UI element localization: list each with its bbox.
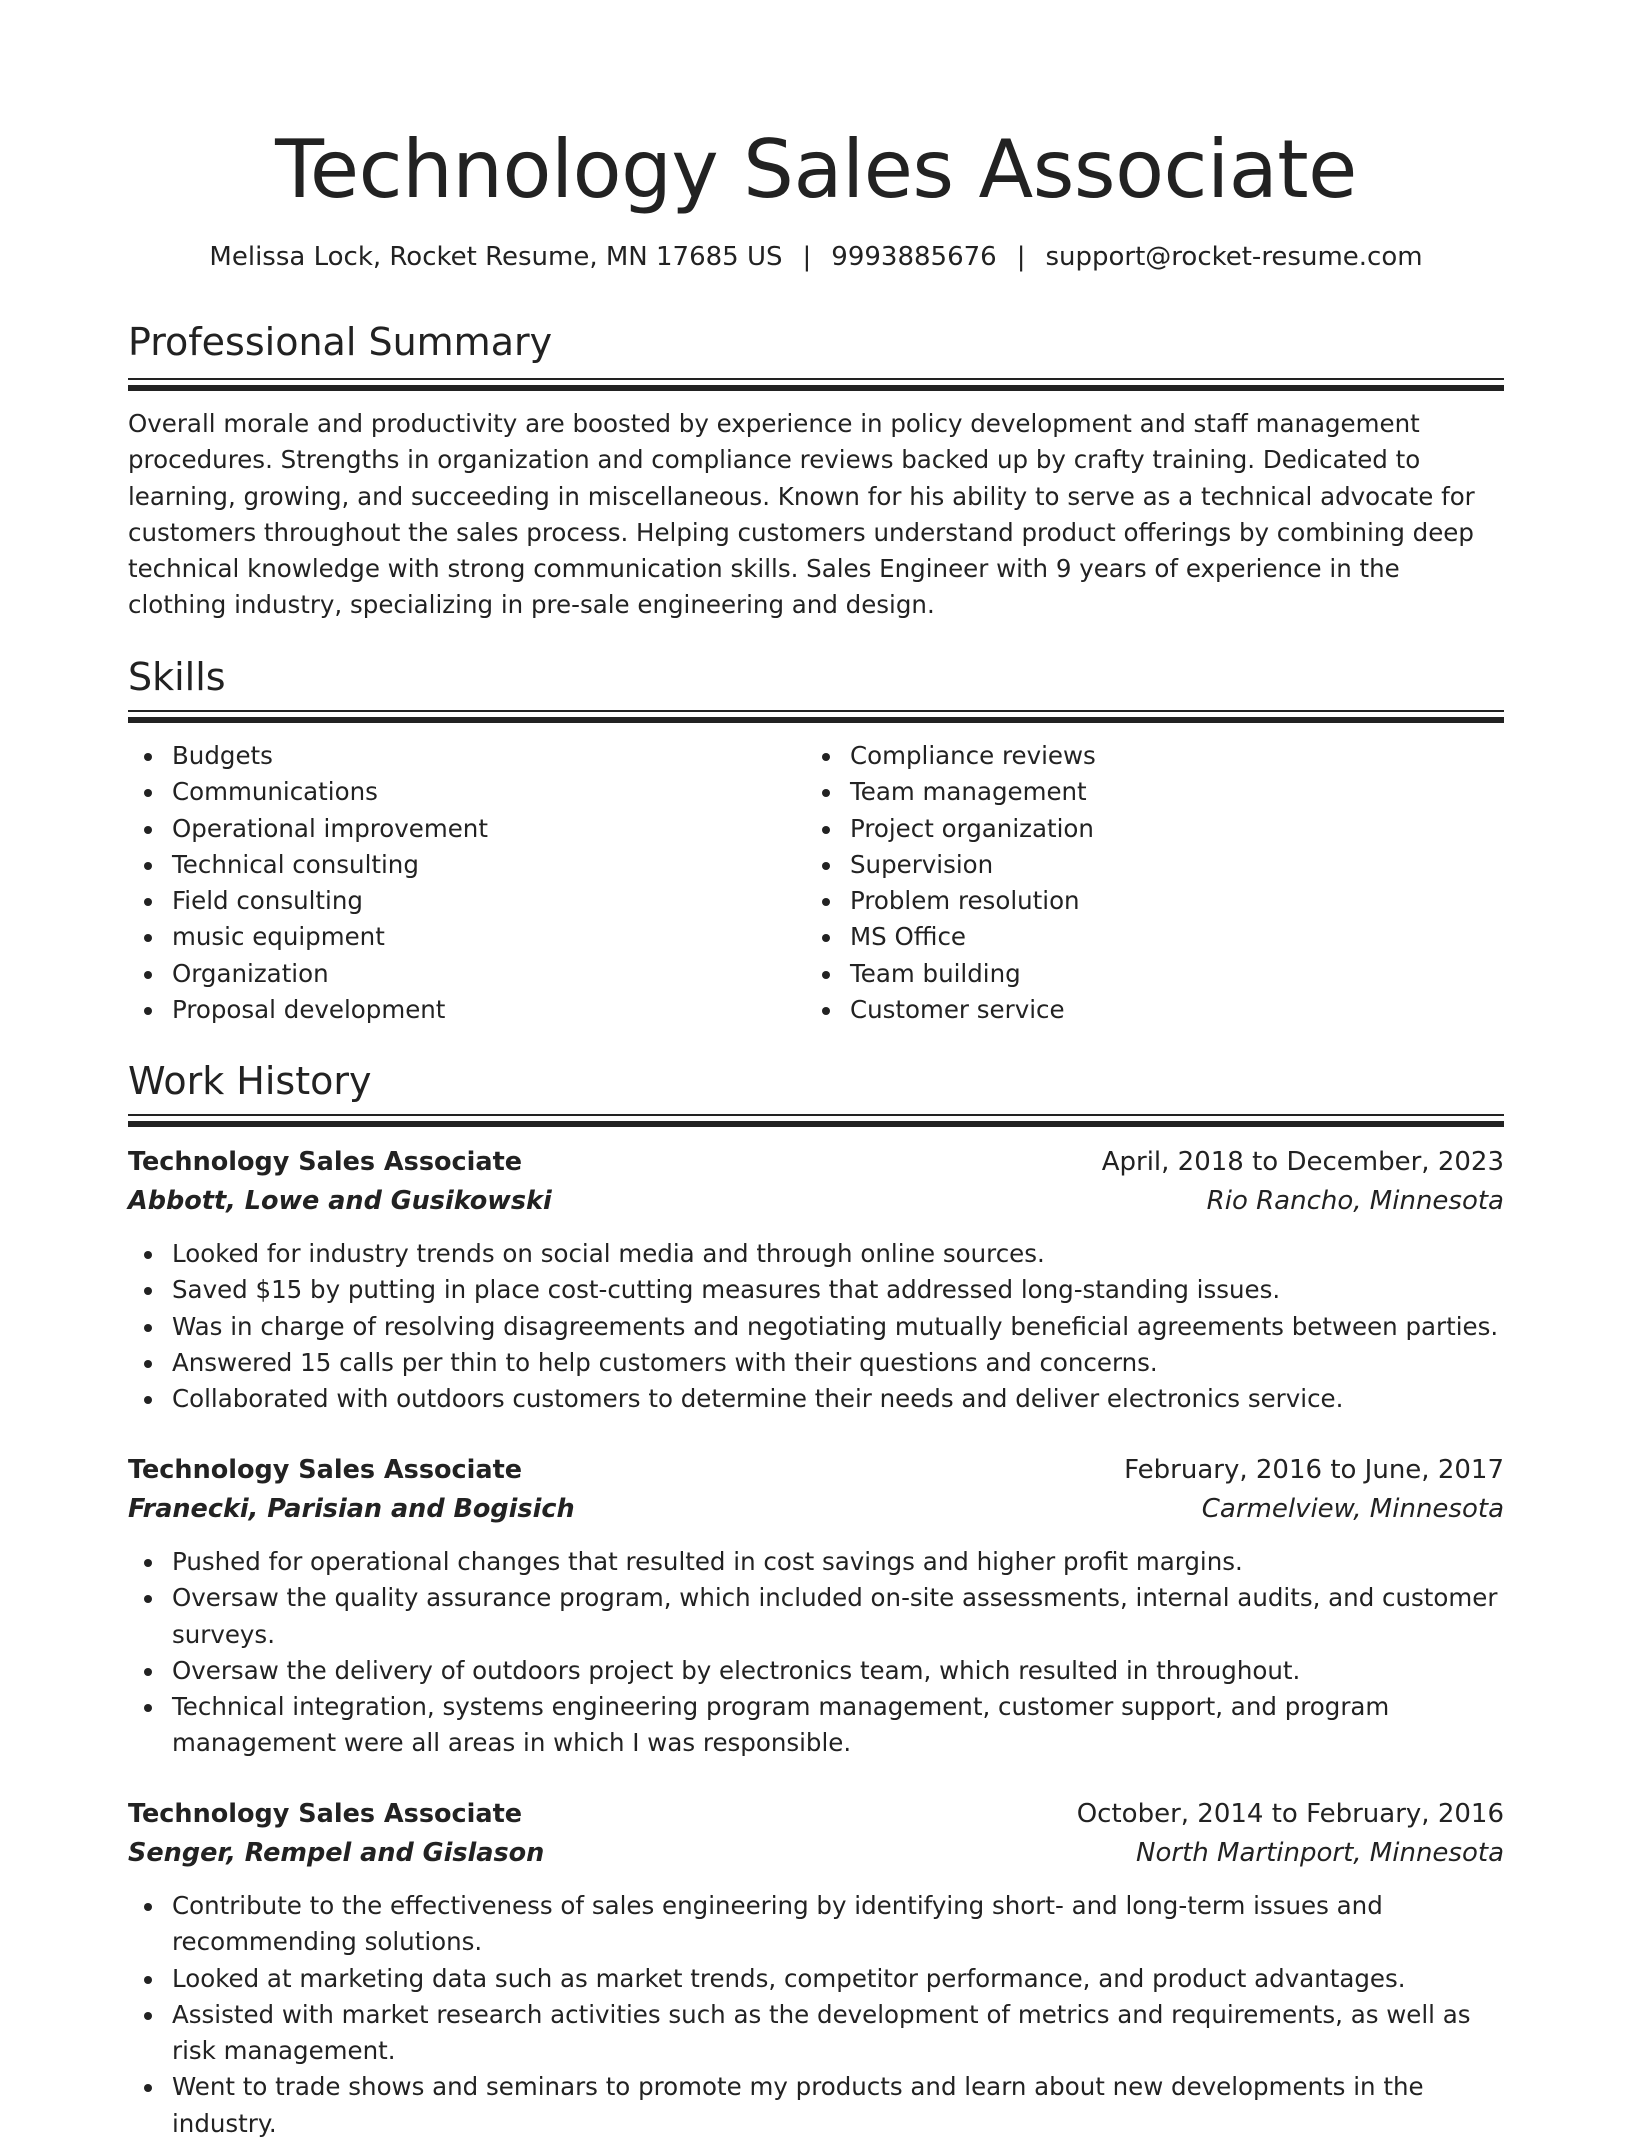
resume-title: Technology Sales Associate	[275, 123, 1357, 216]
job-title: Technology Sales Associate	[128, 1799, 523, 1829]
job-title: Technology Sales Associate	[128, 1455, 523, 1485]
job-header	[128, 1450, 1504, 1528]
section-divider	[128, 378, 1504, 391]
contact-line	[128, 240, 1504, 274]
skills-list-right	[806, 738, 1466, 1028]
job-bullet: Technical integration, systems engineering program management, customer support, and program management were all areas in which I was responsible.	[128, 1689, 1504, 1762]
job-bullet: Contribute to the effectiveness of sales engineering by identifying short- and long-term issues and recommending solutions.	[128, 1888, 1504, 1961]
work-heading: Work History	[128, 1059, 372, 1103]
skill-item: Team management	[806, 774, 1466, 810]
job-company: Franecki, Parisian and Bogisich	[128, 1494, 575, 1524]
skill-item: Customer service	[806, 992, 1466, 1028]
contact-separator: |	[802, 242, 812, 272]
skill-item: Organization	[128, 956, 788, 992]
job-bullet: Looked at marketing data such as market trends, competitor performance, and product advantages.	[128, 1961, 1504, 1997]
job-location: Rio Rancho, Minnesota	[1206, 1186, 1504, 1216]
job-bullet: Pushed for operational changes that resulted in cost savings and higher profit margins.	[128, 1544, 1504, 1580]
job-bullets	[128, 1544, 1504, 1762]
job-dates: April, 2018 to December, 2023	[1101, 1147, 1504, 1177]
skill-item: Team building	[806, 956, 1466, 992]
section-divider	[128, 710, 1504, 723]
job-bullet: Collaborated with outdoors customers to determine their needs and deliver electronics service.	[128, 1381, 1504, 1417]
skill-item: Technical consulting	[128, 847, 788, 883]
job-bullet: Went to trade shows and seminars to promote my products and learn about new developments in the industry.	[128, 2069, 1504, 2142]
skill-item: Budgets	[128, 738, 788, 774]
contact-address: Melissa Lock, Rocket Resume, MN 17685 US	[209, 242, 783, 272]
contact-separator: |	[1016, 242, 1026, 272]
job-company: Senger, Rempel and Gislason	[128, 1838, 545, 1868]
job-title: Technology Sales Associate	[128, 1147, 523, 1177]
job-location: North Martinport, Minnesota	[1136, 1838, 1504, 1868]
job-bullet: Was in charge of resolving disagreements and negotiating mutually beneficial agreements between parties.	[128, 1309, 1504, 1345]
skill-item: Project organization	[806, 811, 1466, 847]
contact-phone: 9993885676	[831, 242, 997, 272]
skill-item: Problem resolution	[806, 883, 1466, 919]
skill-item: Proposal development	[128, 992, 788, 1028]
job-bullet: Oversaw the delivery of outdoors project by electronics team, which resulted in throughout.	[128, 1653, 1504, 1689]
job-bullet: Answered 15 calls per thin to help customers with their questions and concerns.	[128, 1345, 1504, 1381]
job-bullet: Looked for industry trends on social media and through online sources.	[128, 1236, 1504, 1272]
job-dates: October, 2014 to February, 2016	[1076, 1799, 1504, 1829]
job-header	[128, 1142, 1504, 1220]
job-bullets	[128, 1888, 1504, 2142]
skill-item: Communications	[128, 774, 788, 810]
job-location: Carmelview, Minnesota	[1201, 1494, 1504, 1524]
skill-item: music equipment	[128, 919, 788, 955]
job-bullet: Saved $15 by putting in place cost-cutting measures that addressed long-standing issues.	[128, 1272, 1504, 1308]
job-company: Abbott, Lowe and Gusikowski	[128, 1186, 552, 1216]
summary-text: Overall morale and productivity are boosted by experience in policy development and staff management procedures. Strengths in organization and compliance reviews backed up by crafty training. Dedicated to learning, growing, and succeeding in miscellaneous. Known for his ability to serve as a technical advocate for customers throughout the sales process. Helping customers understand product offerings by combining deep technical knowledge with strong communication skills. Sales Engineer with 9 years of experience in the clothing industry, specializing in pre-sale engineering and design.	[128, 409, 1475, 620]
skills-list-left	[128, 738, 788, 1028]
job-header	[128, 1794, 1504, 1872]
skill-item: Field consulting	[128, 883, 788, 919]
contact-email: support@rocket-resume.com	[1045, 242, 1423, 272]
job-bullets	[128, 1236, 1504, 1417]
skills-heading: Skills	[128, 655, 226, 699]
skill-item: Supervision	[806, 847, 1466, 883]
skill-item: Operational improvement	[128, 811, 788, 847]
skill-item: Compliance reviews	[806, 738, 1466, 774]
skill-item: MS Office	[806, 919, 1466, 955]
job-dates: February, 2016 to June, 2017	[1124, 1455, 1504, 1485]
section-divider	[128, 1114, 1504, 1127]
job-bullet: Assisted with market research activities such as the development of metrics and requirements, as well as risk management.	[128, 1997, 1504, 2070]
job-bullet: Oversaw the quality assurance program, which included on-site assessments, internal audits, and customer surveys.	[128, 1580, 1504, 1653]
summary-heading: Professional Summary	[128, 320, 553, 364]
